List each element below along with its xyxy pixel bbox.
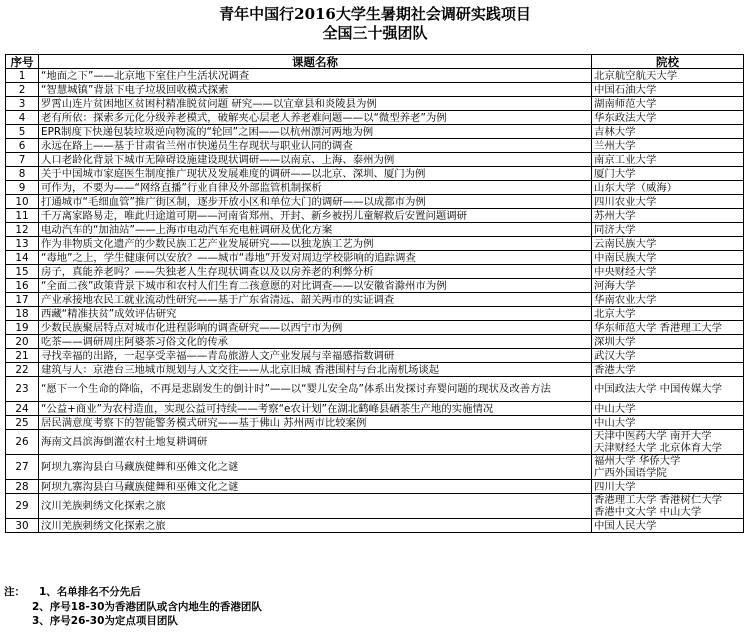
note-item-2: 2、序号18-30为香港团队或含内地生的香港团队 xyxy=(32,600,262,613)
row-number: 11 xyxy=(6,209,39,223)
notes xyxy=(4,585,262,629)
row-school: 福州大学 华侨大学 广西外国语学院 xyxy=(592,455,744,480)
table-row xyxy=(6,349,744,363)
table-row xyxy=(6,377,744,402)
table-row xyxy=(6,139,744,153)
row-topic: 居民满意度考察下的智能警务模式研究——基于佛山 苏州两市比较案例 xyxy=(39,416,592,430)
column-header-topic: 课题名称 xyxy=(39,55,592,69)
row-school: 香港大学 xyxy=(592,363,744,377)
row-number: 10 xyxy=(6,195,39,209)
row-school: 深圳大学 xyxy=(592,335,744,349)
row-number: 9 xyxy=(6,181,39,195)
table-row xyxy=(6,195,744,209)
table-row xyxy=(6,455,744,480)
table-body xyxy=(6,69,744,533)
row-school: 山东大学（威海） xyxy=(592,181,744,195)
row-number: 20 xyxy=(6,335,39,349)
row-number: 13 xyxy=(6,237,39,251)
column-header-school: 院校 xyxy=(592,55,744,69)
table-row xyxy=(6,181,744,195)
column-header-number: 序号 xyxy=(6,55,39,69)
table-row xyxy=(6,265,744,279)
page-title: 青年中国行2016大学生暑期社会调研实践项目 xyxy=(219,5,531,23)
row-school: 武汉大学 xyxy=(592,349,744,363)
row-topic: EPR制度下快递包装垃圾逆向物流的“轮回”之困——以杭州漂河两地为例 xyxy=(39,125,592,139)
row-school: 中国政法大学 中国传媒大学 xyxy=(592,377,744,402)
row-number: 21 xyxy=(6,349,39,363)
table-row xyxy=(6,363,744,377)
row-number: 22 xyxy=(6,363,39,377)
row-topic: 海南文昌滨海倒灌农村土地复耕调研 xyxy=(39,430,592,455)
row-school: 苏州大学 xyxy=(592,209,744,223)
row-number: 14 xyxy=(6,251,39,265)
row-topic: “愿下一个生命的降临，不再是悲剧发生的倒计时”——以“婴儿安全岛”体系出发探讨弃婴问题的现状及改善方法 xyxy=(39,377,592,402)
row-number: 6 xyxy=(6,139,39,153)
table-row xyxy=(6,69,744,83)
row-topic: 人口老龄化背景下城市无障碍设施建设现状调研——以南京、上海、泰州为例 xyxy=(39,153,592,167)
row-school: 南京工业大学 xyxy=(592,153,744,167)
page-subtitle: 全国三十强团队 xyxy=(322,24,428,42)
row-number: 2 xyxy=(6,83,39,97)
row-topic: 汶川羌族刺绣文化探索之旅 xyxy=(39,519,592,533)
row-school: 北京大学 xyxy=(592,307,744,321)
row-number: 25 xyxy=(6,416,39,430)
row-school: 华南农业大学 xyxy=(592,293,744,307)
team-table xyxy=(5,54,744,533)
table-row xyxy=(6,223,744,237)
table-row xyxy=(6,430,744,455)
row-topic: 作为非物质文化遗产的少数民族工艺产业发展研究——以独龙族工艺为例 xyxy=(39,237,592,251)
table-row xyxy=(6,111,744,125)
row-number: 30 xyxy=(6,519,39,533)
row-school: 中山大学 xyxy=(592,402,744,416)
note-item-3: 3、序号26-30为定点项目团队 xyxy=(32,615,178,627)
row-school: 天津中医药大学 南开大学 天津财经大学 北京体育大学 xyxy=(592,430,744,455)
table-row xyxy=(6,83,744,97)
row-school: 厦门大学 xyxy=(592,167,744,181)
table-row xyxy=(6,494,744,519)
row-school: 云南民族大学 xyxy=(592,237,744,251)
row-topic: “毒地”之上，学生健康何以安放？——城市“毒地”开发对周边学校影响的追踪调查 xyxy=(39,251,592,265)
row-school: 吉林大学 xyxy=(592,125,744,139)
table-row xyxy=(6,125,744,139)
row-number: 15 xyxy=(6,265,39,279)
row-topic: 阿坝九寨沟县白马藏族健舞和巫傩文化之谜 xyxy=(39,455,592,480)
row-topic: 寻找幸福的出路，一起享受幸福——青岛旅游人文产业发展与幸福感指数调研 xyxy=(39,349,592,363)
row-number: 23 xyxy=(6,377,39,402)
row-number: 4 xyxy=(6,111,39,125)
row-topic: “智慧城镇”背景下电子垃圾回收模式探索 xyxy=(39,83,592,97)
row-school: 湖南师范大学 xyxy=(592,97,744,111)
row-number: 16 xyxy=(6,279,39,293)
row-school: 北京航空航天大学 xyxy=(592,69,744,83)
row-school: 四川农业大学 xyxy=(592,195,744,209)
row-topic: 汶川羌族刺绣文化探索之旅 xyxy=(39,494,592,519)
table-header-row xyxy=(6,55,744,69)
note-item-1: 1、名单排名不分先后 xyxy=(39,586,141,598)
row-number: 1 xyxy=(6,69,39,83)
row-topic: 可作为，不要为——“网络直播”行业自律及外部监管机制探析 xyxy=(39,181,592,195)
table-row xyxy=(6,97,744,111)
row-school: 四川大学 xyxy=(592,480,744,494)
table-row xyxy=(6,307,744,321)
row-school: 中南民族大学 xyxy=(592,251,744,265)
table-row xyxy=(6,293,744,307)
table-row xyxy=(6,480,744,494)
title-block xyxy=(0,5,750,43)
table-row xyxy=(6,402,744,416)
table-row xyxy=(6,237,744,251)
row-school: 中央财经大学 xyxy=(592,265,744,279)
row-number: 19 xyxy=(6,321,39,335)
row-topic: 永远在路上——基于甘肃省兰州市快递员生存现状与职业认同的调查 xyxy=(39,139,592,153)
row-school: 中国石油大学 xyxy=(592,83,744,97)
row-number: 28 xyxy=(6,480,39,494)
row-school: 华东政法大学 xyxy=(592,111,744,125)
row-number: 18 xyxy=(6,307,39,321)
row-number: 8 xyxy=(6,167,39,181)
row-topic: 打通城市“毛细血管”推广街区制，逐步开放小区和单位大门的调研——以成都市为例 xyxy=(39,195,592,209)
row-school: 兰州大学 xyxy=(592,139,744,153)
row-topic: 少数民族聚居特点对城市化进程影响的调查研究——以西宁市为例 xyxy=(39,321,592,335)
table-row xyxy=(6,279,744,293)
table-row xyxy=(6,321,744,335)
note-label: 注： xyxy=(4,586,25,598)
row-topic: 吃茶——调研周庄阿婆茶习俗文化的传承 xyxy=(39,335,592,349)
row-school: 同济大学 xyxy=(592,223,744,237)
row-school: 中国人民大学 xyxy=(592,519,744,533)
row-number: 24 xyxy=(6,402,39,416)
table-row xyxy=(6,153,744,167)
row-school: 香港理工大学 香港树仁大学 香港中文大学 中山大学 xyxy=(592,494,744,519)
row-topic: “地面之下”——北京地下室住户生活状况调查 xyxy=(39,69,592,83)
row-topic: 建筑与人：京港台三地城市规划与人文交往——从北京旧城 香港围村与台北南机场谈起 xyxy=(39,363,592,377)
row-topic: 关于中国城市家庭医生制度推广现状及发展难度的调研——以北京、深圳、厦门为例 xyxy=(39,167,592,181)
table-row xyxy=(6,209,744,223)
row-number: 7 xyxy=(6,153,39,167)
table-row xyxy=(6,167,744,181)
row-topic: 西藏“精准扶贫”成效评估研究 xyxy=(39,307,592,321)
note-line-1 xyxy=(4,585,262,600)
note-line-2 xyxy=(4,600,262,615)
table-row xyxy=(6,251,744,265)
row-topic: 千万离家路易走，唯此归途道可期——河南省郑州、开封、新乡被拐儿童解救后安置问题调研 xyxy=(39,209,592,223)
row-number: 3 xyxy=(6,97,39,111)
row-number: 27 xyxy=(6,455,39,480)
row-topic: 老有所依：探索多元化分级养老模式，破解夹心层老人养老难问题——以“微型养老”为例 xyxy=(39,111,592,125)
row-topic: 罗霄山连片贫困地区贫困村精准脱贫问题 研究——以宜章县和炎陵县为例 xyxy=(39,97,592,111)
table-row xyxy=(6,416,744,430)
row-topic: 电动汽车的“加油站”——上海市电动汽车充电桩调研及优化方案 xyxy=(39,223,592,237)
row-number: 29 xyxy=(6,494,39,519)
row-school: 河海大学 xyxy=(592,279,744,293)
note-line-3 xyxy=(4,614,262,629)
row-topic: “全面二孩”政策背景下城市和农村人们生育二孩意愿的对比调查——以安徽省滁州市为例 xyxy=(39,279,592,293)
row-topic: 房子，真能养老吗？——失独老人生存现状调查以及以房养老的利弊分析 xyxy=(39,265,592,279)
row-number: 26 xyxy=(6,430,39,455)
row-number: 5 xyxy=(6,125,39,139)
row-number: 12 xyxy=(6,223,39,237)
row-school: 中山大学 xyxy=(592,416,744,430)
row-topic: 产业承接地农民工就业流动性研究——基于广东省清远、韶关两市的实证调查 xyxy=(39,293,592,307)
row-topic: 阿坝九寨沟县白马藏族健舞和巫傩文化之谜 xyxy=(39,480,592,494)
row-number: 17 xyxy=(6,293,39,307)
row-topic: “公益+商业”为农村造血，实现公益可持续——考察“e农计划”在湖北鹤峰县硒茶生产地的实施情况 xyxy=(39,402,592,416)
row-school: 华东师范大学 香港理工大学 xyxy=(592,321,744,335)
table-row xyxy=(6,335,744,349)
table-row xyxy=(6,519,744,533)
